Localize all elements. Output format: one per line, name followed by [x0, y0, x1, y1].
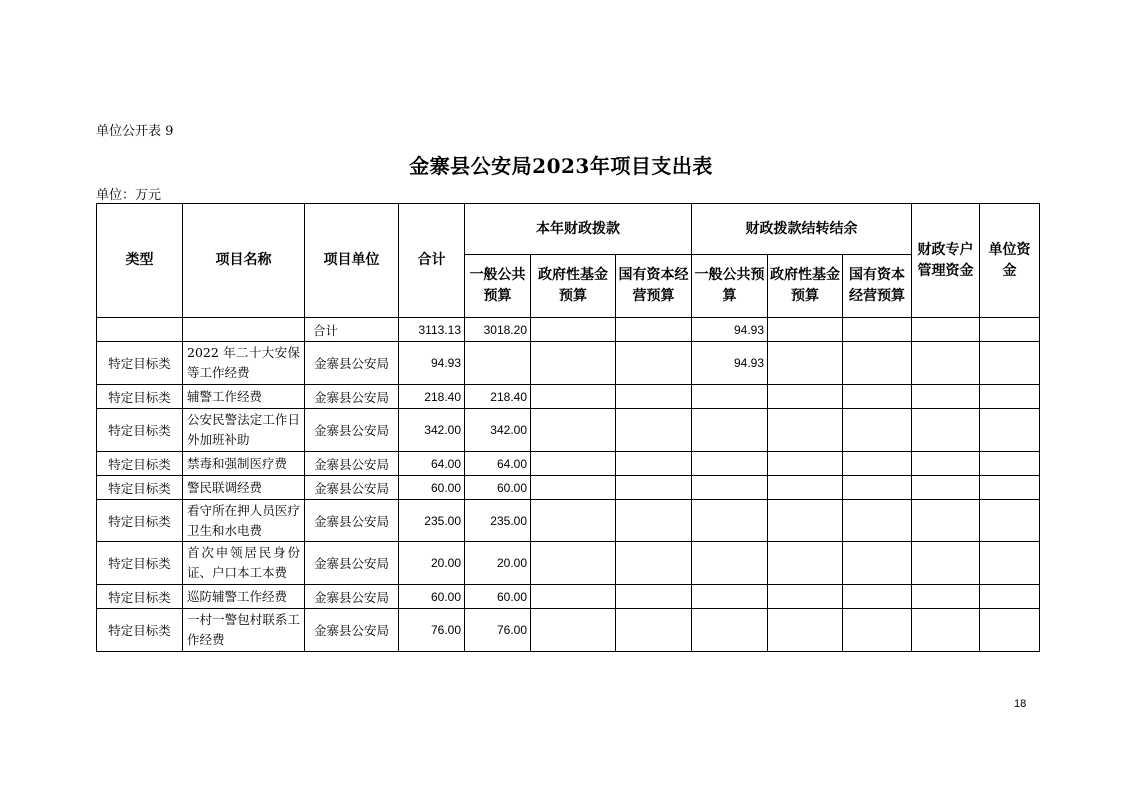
row-project-name: 2022 年二十大安保等工作经费: [183, 342, 305, 385]
row-general-budget: 64.00: [465, 452, 531, 476]
row-total: 20.00: [399, 542, 465, 585]
header-carryover-general-budget: 一般公共预算: [692, 255, 768, 318]
header-general-budget: 一般公共预算: [465, 255, 531, 318]
row-carryover-general-budget: [692, 542, 768, 585]
row-project-name: 辅警工作经费: [183, 385, 305, 409]
header-gov-fund-budget: 政府性基金预算: [531, 255, 616, 318]
row-project-unit: 金寨县公安局: [305, 585, 399, 609]
row-total: 60.00: [399, 585, 465, 609]
row-project-name: 公安民警法定工作日外加班补助: [183, 409, 305, 452]
row-carryover-general-budget: [692, 500, 768, 542]
row-carryover-general-budget: 94.93: [692, 342, 768, 385]
row-general-budget: 20.00: [465, 542, 531, 585]
total-row: [97, 318, 1040, 342]
unit-label: 单位：万元: [96, 188, 162, 203]
total-row-carryover-general-budget: 94.93: [692, 318, 768, 342]
row-project-unit: 金寨县公安局: [305, 409, 399, 452]
row-type: 特定目标类: [97, 409, 183, 452]
table-row: [97, 609, 1040, 652]
row-carryover-general-budget: [692, 476, 768, 500]
row-project-name: 警民联调经费: [183, 476, 305, 500]
header-special-account-fund: 财政专户管理资金: [912, 204, 980, 318]
header-project-unit: 项目单位: [305, 204, 399, 318]
row-total: 64.00: [399, 452, 465, 476]
table-row: [97, 500, 1040, 542]
row-type: 特定目标类: [97, 452, 183, 476]
row-total: 235.00: [399, 500, 465, 542]
header-state-capital-budget: 国有资本经营预算: [616, 255, 692, 318]
header-current-appropriation: 本年财政拨款: [465, 204, 692, 255]
row-project-unit: 金寨县公安局: [305, 500, 399, 542]
row-type: 特定目标类: [97, 476, 183, 500]
row-general-budget: 218.40: [465, 385, 531, 409]
row-project-name: 禁毒和强制医疗费: [183, 452, 305, 476]
table-row: [97, 542, 1040, 585]
row-type: 特定目标类: [97, 385, 183, 409]
header-type: 类型: [97, 204, 183, 318]
row-total: 76.00: [399, 609, 465, 652]
page-number: 18: [1014, 698, 1027, 710]
header-carryover-gov-fund-budget: 政府性基金预算: [768, 255, 843, 318]
row-project-name: 看守所在押人员医疗卫生和水电费: [183, 500, 305, 542]
row-total: 218.40: [399, 385, 465, 409]
form-label: 单位公开表 9: [96, 124, 174, 139]
row-project-name: 巡防辅警工作经费: [183, 585, 305, 609]
row-general-budget: 342.00: [465, 409, 531, 452]
project-expenditure-table: [96, 203, 1040, 652]
header-unit-fund: 单位资金: [980, 204, 1040, 318]
header-carryover-state-capital-budget: 国有资本经营预算: [843, 255, 912, 318]
row-project-unit: 金寨县公安局: [305, 476, 399, 500]
row-type: 特定目标类: [97, 609, 183, 652]
table-row: [97, 452, 1040, 476]
row-type: 特定目标类: [97, 342, 183, 385]
row-carryover-general-budget: [692, 609, 768, 652]
row-carryover-general-budget: [692, 409, 768, 452]
table-row: [97, 385, 1040, 409]
row-carryover-general-budget: [692, 585, 768, 609]
row-total: 94.93: [399, 342, 465, 385]
row-project-unit: 金寨县公安局: [305, 542, 399, 585]
row-carryover-general-budget: [692, 385, 768, 409]
row-general-budget: 60.00: [465, 585, 531, 609]
header-total: 合计: [399, 204, 465, 318]
row-general-budget: [465, 342, 531, 385]
row-type: 特定目标类: [97, 500, 183, 542]
table-row: [97, 585, 1040, 609]
row-general-budget: 60.00: [465, 476, 531, 500]
row-project-unit: 金寨县公安局: [305, 385, 399, 409]
row-total: 60.00: [399, 476, 465, 500]
total-row-general-budget: 3018.20: [465, 318, 531, 342]
row-project-unit: 金寨县公安局: [305, 452, 399, 476]
table-row: [97, 409, 1040, 452]
table-row: [97, 342, 1040, 385]
total-row-label: 合计: [305, 318, 399, 342]
row-project-name: 首次申领居民身份证、户口本工本费: [183, 542, 305, 585]
row-project-unit: 金寨县公安局: [305, 342, 399, 385]
header-project-name: 项目名称: [183, 204, 305, 318]
row-general-budget: 235.00: [465, 500, 531, 542]
row-type: 特定目标类: [97, 542, 183, 585]
row-project-name: 一村一警包村联系工作经费: [183, 609, 305, 652]
row-total: 342.00: [399, 409, 465, 452]
row-project-unit: 金寨县公安局: [305, 609, 399, 652]
document-title: 金寨县公安局2023年项目支出表: [409, 154, 713, 178]
total-row-total: 3113.13: [399, 318, 465, 342]
row-type: 特定目标类: [97, 585, 183, 609]
row-carryover-general-budget: [692, 452, 768, 476]
table-row: [97, 476, 1040, 500]
header-carryover: 财政拨款结转结余: [692, 204, 912, 255]
row-general-budget: 76.00: [465, 609, 531, 652]
